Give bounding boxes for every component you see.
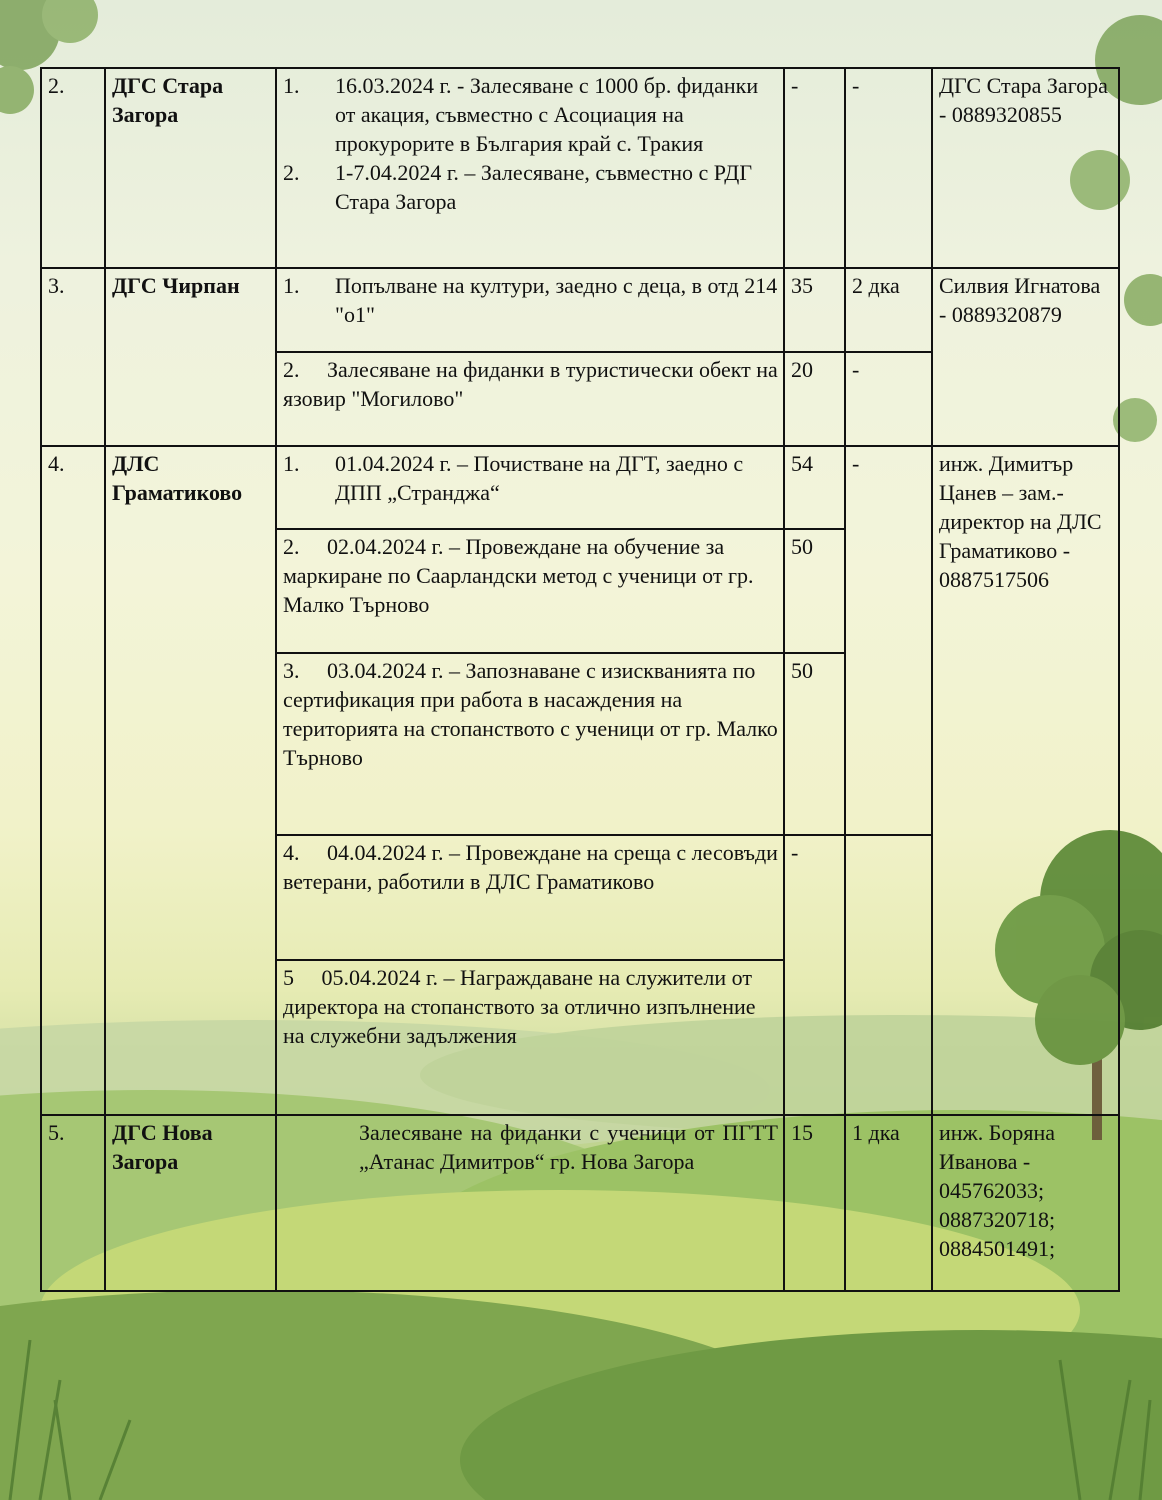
list-item: 1. 16.03.2024 г. - Залесяване с 1000 бр. фиданки от акация, съвместно с Асоциация на прокурорите в България край с. Тракия (283, 73, 759, 156)
activity-cell: 5 05.04.2024 г. – Награждаване на служители от директора на стопанството за отлично изпълнение на служебни задължения (276, 960, 784, 1115)
participants-cell: 50 (784, 653, 845, 835)
area-cell: 1 дка (845, 1115, 932, 1291)
participants-cell: 20 (784, 352, 845, 446)
organization-name: ДГС Нова Загора (105, 1115, 276, 1291)
list-item: 2. 1-7.04.2024 г. – Залесяване, съвместно с РДГ Стара Загора (283, 160, 753, 214)
participants-cell: 35 (784, 268, 845, 352)
contact-cell: инж. Димитър Цанев – зам.-директор на ДЛС Граматиково - 0887517506 (932, 446, 1119, 1115)
participants-cell: 15 (784, 1115, 845, 1291)
events-table (40, 67, 1120, 1292)
area-cell: - (845, 68, 932, 268)
activity-cell: 4. 04.04.2024 г. – Провеждане на среща с лесовъди ветерани, работили в ДЛС Граматиково (276, 835, 784, 960)
organization-name: ДГС Стара Загора (105, 68, 276, 268)
participants-cell: - (784, 835, 845, 1115)
list-item: 1. Попълване на култури, заедно с деца, в отд 214 "о1" (283, 273, 778, 327)
area-cell: 2 дка (845, 268, 932, 352)
row-number: 2. (41, 68, 105, 268)
participants-cell: 54 (784, 446, 845, 529)
organization-name: ДЛС Граматиково (105, 446, 276, 1115)
activity-cell (276, 268, 784, 352)
table-row (41, 446, 1119, 529)
area-cell: - (845, 446, 932, 835)
row-number: 4. (41, 446, 105, 1115)
table-row (41, 268, 1119, 352)
activity-cell: 3. 03.04.2024 г. – Запознаване с изискванията по сертификация при работа в насаждения на територията на стопанството с ученици от гр. Малко Търново (276, 653, 784, 835)
contact-cell: инж. Боряна Иванова - 045762033; 0887320718; 0884501491; (932, 1115, 1119, 1291)
contact-cell: Силвия Игнатова - 0889320879 (932, 268, 1119, 446)
row-number: 3. (41, 268, 105, 446)
participants-cell: 50 (784, 529, 845, 653)
area-cell: - (845, 352, 932, 446)
area-cell (845, 835, 932, 1115)
contact-cell: ДГС Стара Загора - 0889320855 (932, 68, 1119, 268)
activity-cell: 2. Залесяване на фиданки в туристически обект на язовир "Могилово" (276, 352, 784, 446)
participants-cell: - (784, 68, 845, 268)
row-number: 5. (41, 1115, 105, 1291)
activity-cell: 2. 02.04.2024 г. – Провеждане на обучение за маркиране по Саарландски метод с ученици от гр. Малко Търново (276, 529, 784, 653)
organization-name: ДГС Чирпан (105, 268, 276, 446)
activity-cell: Залесяване на фиданки с ученици от ПГТТ „Атанас Димитров“ гр. Нова Загора (276, 1115, 784, 1291)
table-row (41, 1115, 1119, 1291)
list-item: 1. 01.04.2024 г. – Почистване на ДГТ, заедно с ДПП „Странджа“ (283, 451, 744, 505)
table-row (41, 68, 1119, 268)
activity-cell (276, 68, 784, 268)
activity-cell (276, 446, 784, 529)
